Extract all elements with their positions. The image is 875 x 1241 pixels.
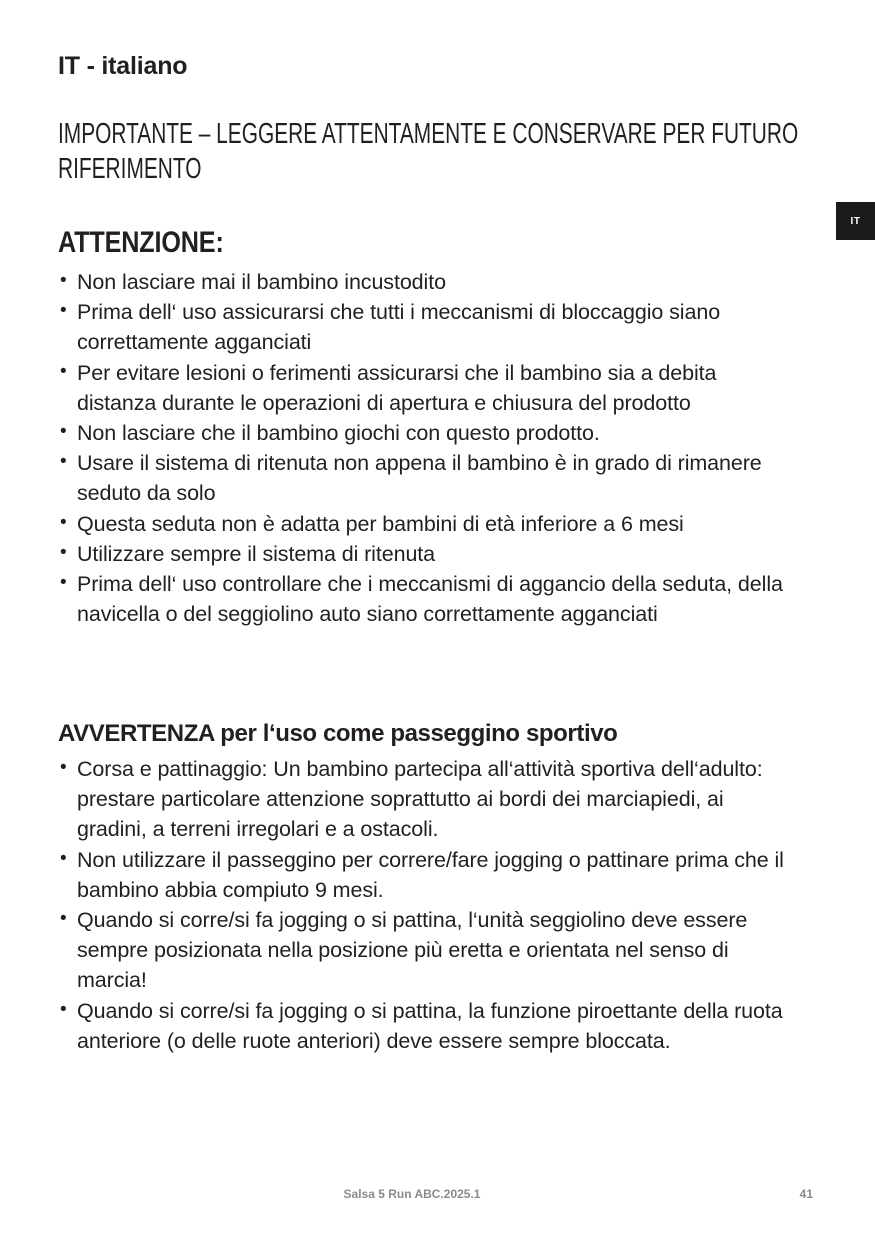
sport-warning-section — [58, 719, 794, 1056]
sport-warning-heading: AVVERTENZA per l‘uso come passeggino sportivo — [58, 720, 618, 747]
warning-bullet-item: • Quando si corre/si fa jogging o si pattina, l‘unità seggiolino deve essere sempre posizionata nella posizione più eretta e orientata nel senso di marcia! — [58, 905, 794, 996]
warning-bullet-item: • Questa seduta non è adatta per bambini di età inferiore a 6 mesi — [58, 509, 794, 539]
warning-bullet-item: • Prima dell‘ uso controllare che i meccanismi di aggancio della seduta, della navicella o del seggiolino auto siano correttamente agganciati — [58, 569, 794, 629]
warning-bullet-item: • Quando si corre/si fa jogging o si pattina, la funzione piroettante della ruota anteriore (o delle ruote anteriori) deve essere sempre bloccata. — [58, 996, 794, 1056]
warning-bullet-item: • Per evitare lesioni o ferimenti assicurarsi che il bambino sia a debita distanza durante le operazioni di apertura e chiusura del prodotto — [58, 358, 794, 418]
sport-warning-list — [58, 754, 794, 1056]
language-side-tab: IT — [836, 202, 875, 240]
warning-bullet-item: • Corsa e pattinaggio: Un bambino partecipa all‘attività sportiva dell‘adulto: prestare particolare attenzione soprattutto ai bordi dei marciapiedi, ai gradini, a terreni irregolari e a ostacoli. — [58, 754, 794, 845]
document-reference: Salsa 5 Run ABC.2025.1 — [343, 1187, 481, 1201]
attention-section — [58, 226, 794, 629]
warning-bullet-item: • Non lasciare che il bambino giochi con questo prodotto. — [58, 418, 794, 448]
warning-bullet-item: • Non utilizzare il passeggino per correre/fare jogging o pattinare prima che il bambino abbia compiuto 9 mesi. — [58, 845, 794, 905]
important-notice: IMPORTANTE – LEGGERE ATTENTAMENTE E CONSERVARE PER FUTURO RIFERIMENTO — [58, 118, 799, 185]
warning-bullet-item: • Utilizzare sempre il sistema di ritenuta — [58, 539, 794, 569]
attention-heading: ATTENZIONE: — [58, 226, 224, 259]
language-header: IT - italiano — [58, 52, 188, 80]
page-number: 41 — [799, 1187, 813, 1201]
warning-bullet-item: • Usare il sistema di ritenuta non appena il bambino è in grado di rimanere seduto da solo — [58, 448, 794, 508]
warning-bullet-item: • Non lasciare mai il bambino incustodito — [58, 267, 794, 297]
warning-bullet-item: • Prima dell‘ uso assicurarsi che tutti i meccanismi di bloccaggio siano correttamente agganciati — [58, 297, 794, 357]
attention-warning-list — [58, 267, 794, 629]
